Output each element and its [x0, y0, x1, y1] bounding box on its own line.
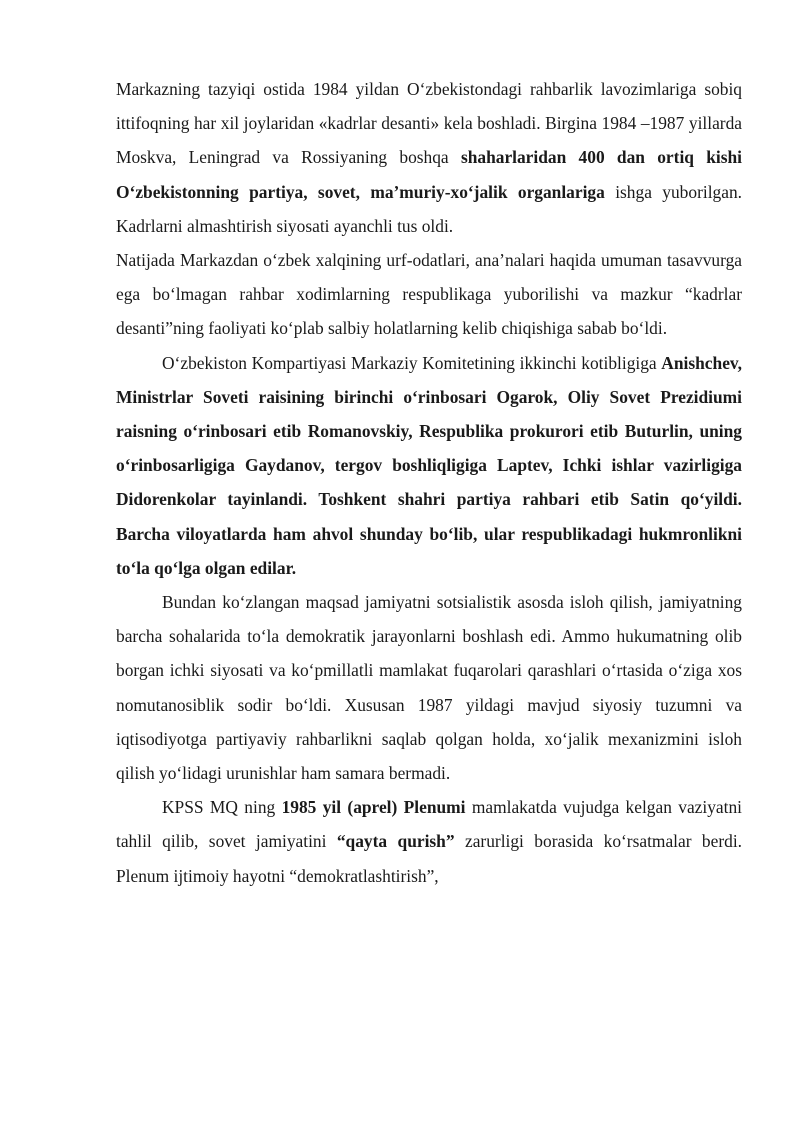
- paragraph-cadre-desant: [116, 72, 742, 243]
- paragraph-text: Bundan ko‘zlangan maqsad jamiyatni sotsialistik asosda isloh qilish, jamiyatning barcha sohalarida to‘la demokratik jarayonlarni boshlash edi. Ammo hukumatning olib borgan ichki siyosati va ko‘pmillatli mamlakat fuqarolari qarashlari o‘rtasida o‘ziga xos nomutanosiblik sodir bo‘ldi. Xususan 1987 yildagi mavjud siyosiy tuzumni va iqtisodiyotga partiyaviy rahbarlikni saqlab qolgan holda, xo‘jalik mexanizmini isloh qilish yo‘lidagi urunishlar ham samara bermadi.: [116, 592, 742, 784]
- bold-phrase: “qayta qurish”: [336, 831, 455, 852]
- paragraph-text: KPSS MQ ning: [162, 797, 282, 818]
- paragraph-plenum: [116, 790, 742, 893]
- paragraph-reform-goal: [116, 585, 742, 790]
- paragraph-text: mamlakatda vujudga kelgan vaziyatni tahlil qilib, sovet jamiyatini: [116, 797, 742, 852]
- paragraph-text: ishga yuborilgan. Kadrlarni almashtirish siyosati ayanchli tus oldi.: [116, 181, 742, 236]
- bold-phrase: Anishchev, Ministrlar Soveti raisining birinchi o‘rinbosari Ogarok, Oliy Sovet Prezidiumi raisning o‘rinbosari etib Romanovskiy, Respublika prokurori etib Buturlin, uning o‘rinbosarligiga Gaydanov, tergov boshliqligiga Laptev, Ichki ishlar vazirligiga Didorenkolar tayinlandi. Toshkent shahri partiya rahbari etib Satin qo‘yildi. Barcha viloyatlarda ham ahvol shunday bo‘lib, ular respublikadagi hukmronlikni to‘la qo‘lga olgan edilar.: [116, 352, 742, 578]
- paragraph-text: Natijada Markazdan o‘zbek xalqining urf-odatlari, ana’nalari haqida umuman tasavvurga ega bo‘lmagan rahbar xodimlarning respublikaga yuborilishi va mazkur “kadrlar desanti”ning faoliyati ko‘plab salbiy holatlarning kelib chiqishiga sabab bo‘ldi.: [116, 250, 742, 339]
- paragraph-consequences: [116, 243, 742, 346]
- bold-phrase: shaharlaridan 400 dan ortiq kishi O‘zbekistonning partiya, sovet, ma’muriy-xo‘jalik organlariga: [116, 147, 743, 202]
- bold-phrase: 1985 yil (aprel) Plenumi: [281, 797, 466, 818]
- paragraph-appointments: [116, 346, 742, 585]
- paragraph-text: zarurligi borasida ko‘rsatmalar berdi. Plenum ijtimoiy hayotni “demokratlashtirish”,: [116, 831, 743, 886]
- paragraph-text: O‘zbekiston Kompartiyasi Markaziy Komitetining ikkinchi kotibligiga: [162, 352, 662, 373]
- document-page: [116, 72, 742, 893]
- paragraph-text: Markazning tazyiqi ostida 1984 yildan O‘zbekistondagi rahbarlik lavozimlariga sobiq ittifoqning har xil joylaridan «kadrlar desanti» kela boshladi. Birgina 1984 –1987 yillarda Moskva, Leningrad va Rossiyaning boshqa: [116, 79, 742, 168]
